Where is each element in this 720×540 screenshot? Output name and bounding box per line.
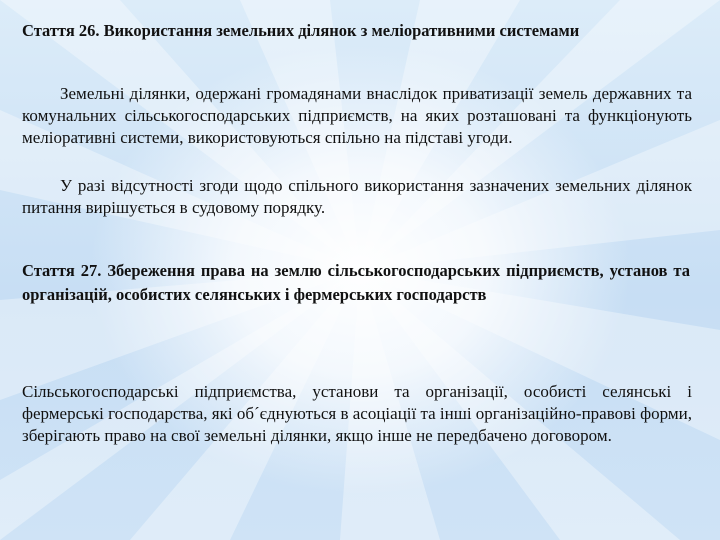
article-26-heading: Стаття 26. Використання земельних ділянок з меліоративними системами: [22, 21, 580, 40]
article-26-paragraph-2: У разі відсутності згоди щодо спільного використання зазначених земельних ділянок питання вирішується в судовому порядку.: [22, 176, 692, 217]
article-26-paragraph-1: Земельні ділянки, одержані громадянами внаслідок приватизації земель державних та комунальних сільськогосподарських підприємств, на яких розташовані та функціонують меліоративні системи, використовуються спільно на підставі угоди.: [22, 84, 692, 147]
article-27-paragraph: Сільськогосподарські підприємства, установи та організації, особисті селянські і фермерські господарства, які об´єднуються в асоціації та інші організаційно-правові форми, зберігають право на свої земельні ділянки, якщо інше не передбачено договором.: [22, 382, 692, 445]
article-27-heading: Стаття 27. Збереження права на землю сільськогосподарських підприємств, установ та організацій, особистих селянських і фермерських господарств: [22, 261, 690, 304]
